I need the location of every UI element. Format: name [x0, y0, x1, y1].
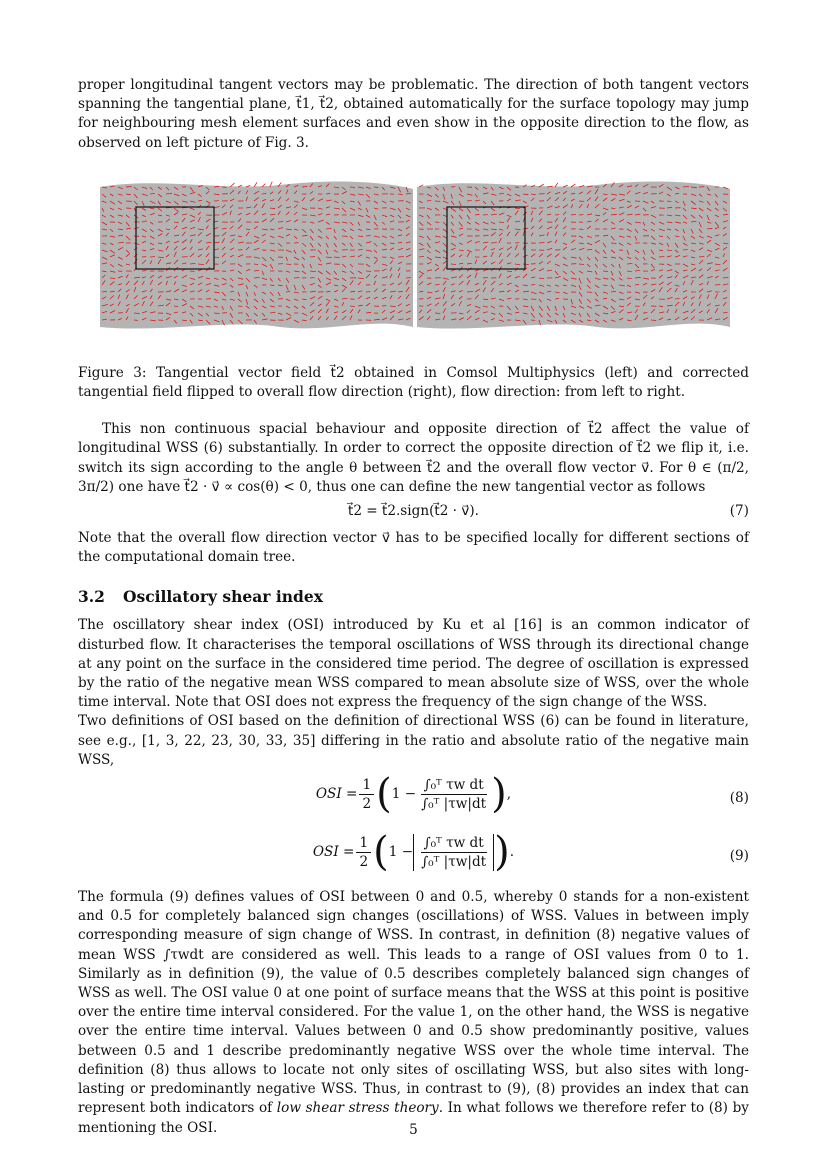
- page-body: [78, 76, 749, 1138]
- equation-7-body: t⃗2 = t⃗2.sign(t⃗2 · v⃗).: [347, 503, 479, 520]
- page-number: 5: [409, 1122, 418, 1138]
- equation-8-lhs: OSI =: [315, 786, 358, 803]
- note-paragraph: Note that the overall flow direction vector v⃗ has to be specified locally for different sections of the computational domain tree.: [78, 530, 749, 566]
- eq9-half-den: 2: [359, 853, 369, 870]
- equation-7-number: (7): [729, 503, 749, 520]
- osi-paragraph-2: Two definitions of OSI based on the definition of directional WSS (6) can be found in literature, see e.g., [1, 3, 22, 23, 30, 33, 35] differing in the ratio and absolute ratio of the negative main WSS,: [78, 713, 749, 768]
- eq9-half-num: 1: [356, 834, 371, 853]
- section-heading: [78, 587, 749, 606]
- flip-paragraph: This non continuous spacial behaviour and opposite direction of t⃗2 affect the value of longitudinal WSS (6) substantially. In order to correct the opposite direction of t⃗2 we flip it, i.e. switch its sign according to the angle θ between t⃗2 and the overall flow vector v⃗. For θ ∈ (π/2, 3π/2) one have t⃗2 · v⃗ ∝ cos(θ) < 0, thus one can define the new tangential vector as follows: [78, 421, 749, 495]
- osi-paragraph-3-text: The formula (9) defines values of OSI between 0 and 0.5, whereby 0 stands for a non-existent and 0.5 for completely balanced sign changes (oscillations) of WSS. Values in between imply corresponding measure of sign change of WSS. In contrast, in definition (8) negative values of mean WSS ∫τwdt are considered as well. This leads to a range of OSI values from 0 to 1. Similarly as in definition (9), the value of 0.5 describes completely balanced sign changes of WSS as well. The OSI value 0 at one point of surface means that the WSS at this point is positive over the entire time interval considered. For the value 1, on the other hand, the WSS is negative over the entire time interval. Values between 0 and 0.5 show predominantly positive, values between 0.5 and 1 describe predominantly negative WSS over the whole time interval. The definition (8) thus allows to locate not only sites of oscillating WSS, but also sites with long-lasting or predominantly negative WSS. Thus, in contrast to (9), (8) provides an index that can represent both indicators of: [78, 889, 749, 1117]
- eq9-abs: [413, 834, 494, 871]
- equation-9-number: (9): [729, 848, 749, 865]
- eq9-one-minus: 1 −: [388, 844, 414, 861]
- eq8-half-den: 2: [362, 795, 372, 812]
- equation-9: OSI = $\frac{1}{2}$ ( 1 − $\frac{\text{∫₀ᵀ τw dt}}{\text{∫₀ᵀ |τw|dt}}$ ) . (9): [312, 829, 749, 876]
- equation-7: [78, 501, 749, 525]
- eq8-denominator: ∫₀ᵀ |τw|dt: [421, 795, 487, 812]
- osi-paragraph-3-italic: low shear stress theory: [276, 1100, 439, 1117]
- eq8-numerator: ∫₀ᵀ τw dt: [421, 776, 487, 795]
- section-title: Oscillatory shear index: [122, 587, 323, 607]
- osi-paragraph-3: [78, 888, 749, 1138]
- equation-8: OSI = $\frac{1}{2}$ ( 1 − $\frac{\text{∫₀ᵀ τw dt}}{\text{∫₀ᵀ |τw|dt}}$ ) , (8): [315, 771, 749, 818]
- figure-3: [100, 177, 730, 337]
- eq9-denominator: ∫₀ᵀ |τw|dt: [421, 853, 487, 870]
- equation-8-number: (8): [729, 790, 749, 807]
- eq9-numerator: ∫₀ᵀ τw dt: [421, 834, 487, 853]
- osi-paragraph-1: The oscillatory shear index (OSI) introduced by Ku et al [16] is an common indicator of disturbed flow. It characterises the temporal oscillations of WSS through its directional change at any point on the surface in the considered time period. The degree of oscillation is expressed by the ratio of the negative mean WSS compared to mean absolute size of WSS, over the whole time interval. Note that OSI does not express the frequency of the sign change of the WSS.: [78, 617, 749, 711]
- section-number: 3.2: [78, 587, 105, 607]
- eq8-one-minus: 1 −: [391, 786, 417, 803]
- figure-caption: Figure 3: Tangential vector field t⃗2 obtained in Comsol Multiphysics (left) and corrected tangential field flipped to overall flow direction (right), flow direction: from left to right.: [78, 364, 749, 401]
- osi-paragraph-3-end: . In what follows we therefore refer to (8) by mentioning the OSI.: [78, 1100, 749, 1136]
- eq9-tail: .: [509, 844, 515, 861]
- eq8-half-num: 1: [359, 776, 374, 795]
- intro-paragraph: proper longitudinal tangent vectors may be problematic. The direction of both tangent vectors spanning the tangential plane, t⃗1, t⃗2, obtained automatically for the surface topology may jump for neighbouring mesh element surfaces and even show in the opposite direction to the flow, as observed on left picture of Fig. 3.: [78, 77, 749, 151]
- equation-9-lhs: OSI =: [312, 844, 355, 861]
- figure-left-panel: [100, 177, 413, 335]
- vector-field-right: [417, 177, 730, 335]
- vector-field-left: [100, 177, 413, 335]
- eq8-tail: ,: [506, 786, 512, 803]
- figure-right-panel: [417, 177, 730, 335]
